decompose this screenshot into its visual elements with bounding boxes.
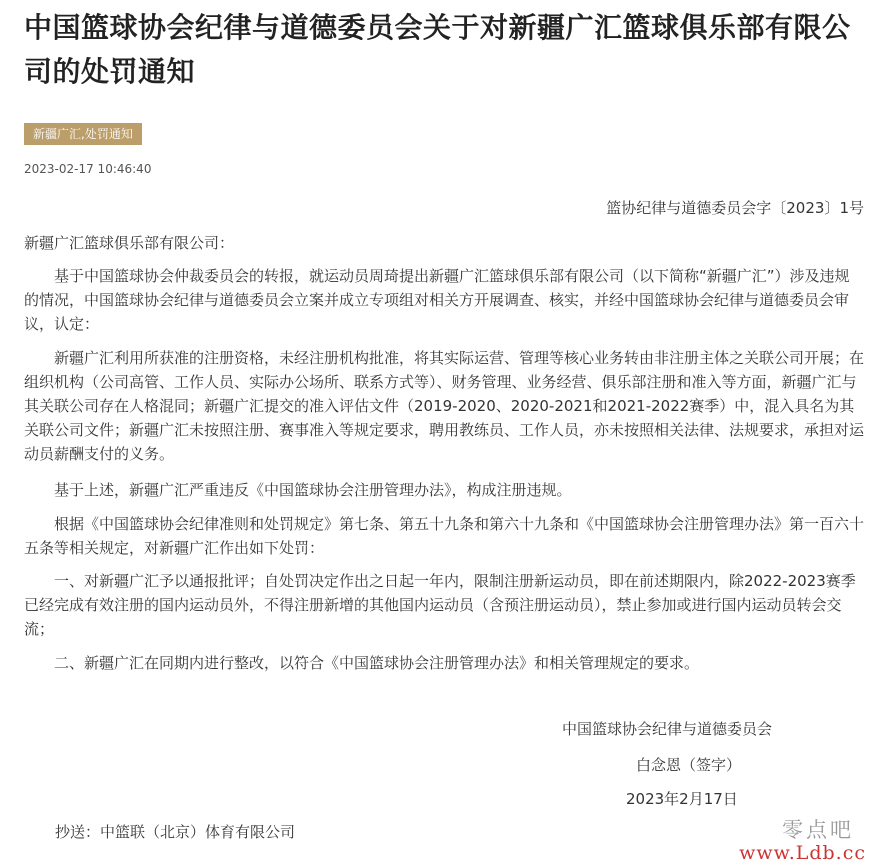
signature-organization: 中国篮球协会纪律与道德委员会 <box>562 720 773 738</box>
watermark-url: www.Ldb.cc <box>739 842 866 864</box>
paragraph-violation: 基于上述，新疆广汇严重违反《中国篮球协会注册管理办法》，构成注册违规。 <box>54 481 572 499</box>
paragraph-penalty-1: 一、对新疆广汇予以通报批评；自处罚决定作出之日起一年内，限制注册新运动员，即在前述期限内，除2022-2023赛季已经完成有效注册的国内运动员外，不得注册新增的其他国内运动员（含预注册运动员），禁止参加或进行国内运动员转会交流； <box>24 572 856 638</box>
cc-line: 抄送：中篮联（北京）体育有限公司 <box>55 823 296 841</box>
document-number: 篮协纪律与道德委员会字〔2023〕1号 <box>606 199 864 217</box>
article-title: 中国篮球协会纪律与道德委员会关于对新疆广汇篮球俱乐部有限公司的处罚通知 <box>24 11 851 88</box>
signature-signer: 白念恩（签字） <box>636 756 742 774</box>
paragraph-penalty-2: 二、新疆广汇在同期内进行整改，以符合《中国篮球协会注册管理办法》和相关管理规定的要求。 <box>54 654 700 672</box>
article-tag[interactable]: 新疆广汇,处罚通知 <box>24 123 142 145</box>
publish-date: 2023-02-17 10:46:40 <box>24 162 152 176</box>
addressee: 新疆广汇篮球俱乐部有限公司： <box>24 234 235 252</box>
signature-date: 2023年2月17日 <box>626 790 738 808</box>
paragraph-legal-basis: 根据《中国篮球协会纪律准则和处罚规定》第七条、第五十九条和第六十九条和《中国篮球协会注册管理办法》第一百六十五条等相关规定，对新疆广汇作出如下处罚： <box>24 515 865 557</box>
paragraph-investigation: 基于中国篮球协会仲裁委员会的转报，就运动员周琦提出新疆广汇篮球俱乐部有限公司（以下简称“新疆广汇”）涉及违规的情况，中国篮球协会纪律与道德委员会立案并成立专项组对相关方开展调查、核实，并经中国篮球协会纪律与道德委员会审议，认定： <box>24 267 850 333</box>
paragraph-findings: 新疆广汇利用所获准的注册资格，未经注册机构批准，将其实际运营、管理等核心业务转由非注册主体之关联公司开展；在组织机构（公司高管、工作人员、实际办公场所、联系方式等）、财务管理、业务经营、俱乐部注册和准入等方面，新疆广汇与其关联公司存在人格混同；新疆广汇提交的准入评估文件（2019-2020、2020-2021和2021-2022赛季）中，混入具名为其关联公司文件；新疆广汇未按照注册、赛事准入等规定要求，聘用教练员、工作人员，亦未按照相关法律、法规要求，承担对运动员薪酬支付的义务。 <box>24 349 865 463</box>
watermark-logo-text: 零点吧 <box>782 818 854 842</box>
